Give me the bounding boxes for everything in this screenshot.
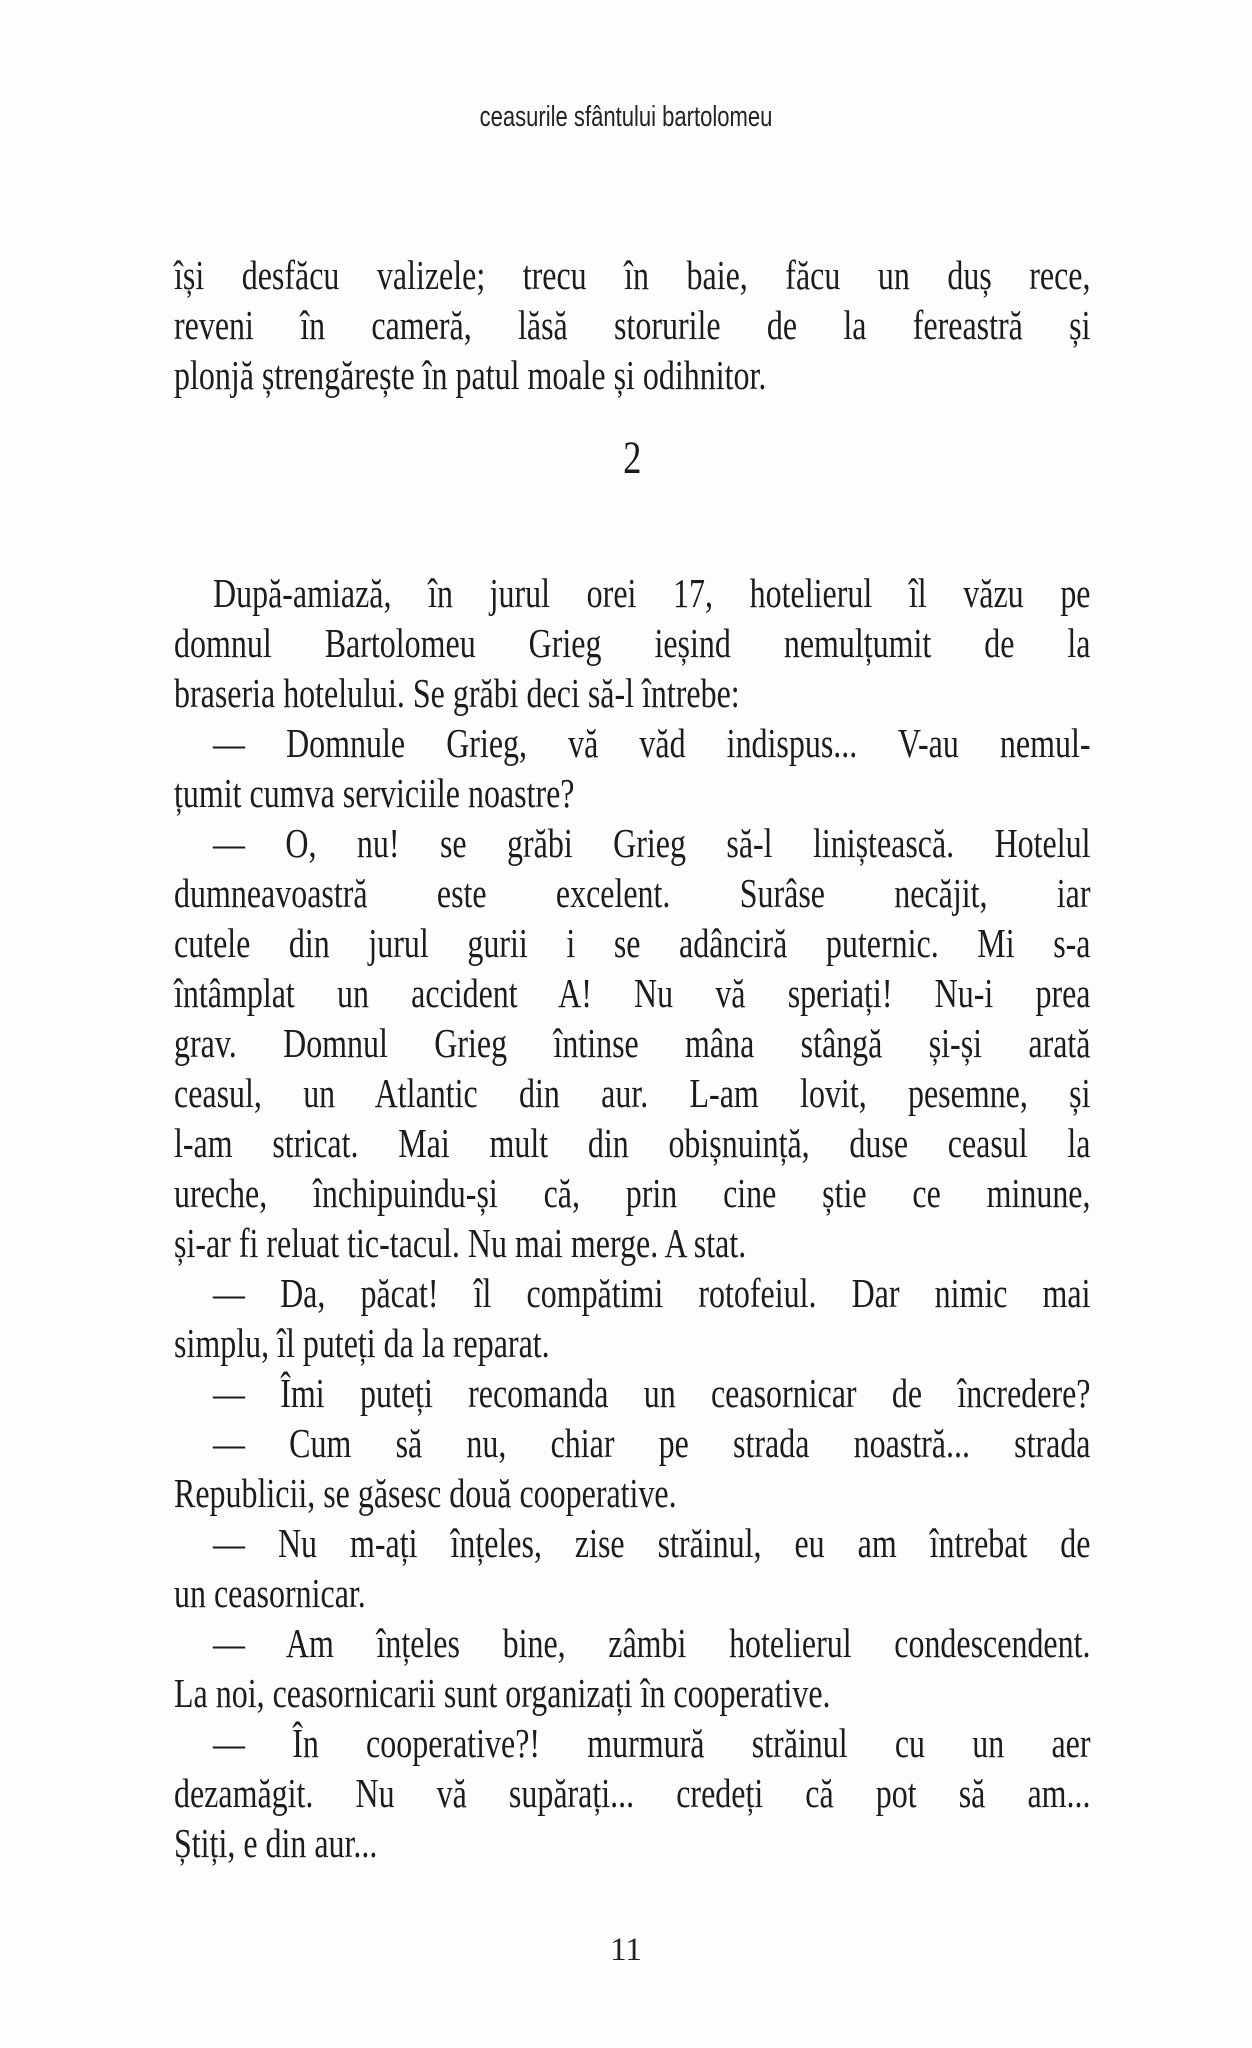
paragraph [174, 1718, 1091, 1868]
text-line: — În cooperative?! murmură străinul cu un aer [213, 1720, 1091, 1766]
text-line: — Am înțeles bine, zâmbi hotelierul condescendent. [213, 1620, 1091, 1666]
text-line: dezamăgit. Nu vă supărați... credeți că pot să am... [174, 1770, 1091, 1816]
text-line: cutele din jurul gurii i se adânciră puternic. Mi s-a [174, 920, 1091, 966]
text-line: dumneavoastră este excelent. Surâse necăjit, iar [174, 870, 1091, 916]
text-line: și-ar fi reluat tic-tacul. Nu mai merge. A stat. [174, 1220, 747, 1266]
text-line: grav. Domnul Grieg întinse mâna stângă și-și arată [174, 1020, 1091, 1066]
text-line: ureche, închipuindu-și că, prin cine știe ce minune, [174, 1170, 1091, 1216]
paragraph [174, 1268, 1091, 1368]
text-line: Republicii, se găsesc două cooperative. [174, 1470, 677, 1516]
text-line: braseria hotelului. Se grăbi deci să-l întrebe: [174, 670, 740, 716]
text-line: La noi, ceasornicarii sunt organizați în cooperative. [174, 1670, 831, 1716]
text-line: — Cum să nu, chiar pe strada noastră... strada [213, 1420, 1091, 1466]
paragraph [174, 818, 1091, 1268]
text-line: ceasul, un Atlantic din aur. L-am lovit, pesemne, și [174, 1070, 1091, 1116]
text-line: domnul Bartolomeu Grieg ieșind nemulțumit de la [174, 620, 1091, 666]
text-line: După-amiază, în jurul orei 17, hotelierul îl văzu pe [213, 570, 1091, 616]
text-line: plonjă ștrengărește în patul moale și odihnitor. [174, 352, 767, 398]
paragraph [174, 718, 1091, 818]
text-line: — Îmi puteți recomanda un ceasornicar de încredere? [213, 1370, 1091, 1416]
text-line: simplu, îl puteți da la reparat. [174, 1320, 550, 1366]
running-head: ceasurile sfântului bartolomeu [479, 101, 773, 133]
text-line: țumit cumva serviciile noastre? [174, 770, 575, 816]
text-line: își desfăcu valizele; trecu în baie, făcu un duș rece, [174, 252, 1091, 298]
text-line: — O, nu! se grăbi Grieg să-l liniștească. Hotelul [213, 820, 1091, 866]
text-line: reveni în cameră, lăsă storurile de la fereastră și [174, 302, 1091, 348]
paragraph [174, 1368, 1091, 1418]
text-line: — Da, păcat! îl compătimi rotofeiul. Dar nimic mai [213, 1270, 1091, 1316]
page-number: 11 [610, 1932, 642, 1968]
text-line: întâmplat un accident A! Nu vă speriați! Nu-i prea [174, 970, 1091, 1016]
paragraph [174, 1618, 1091, 1718]
section-number: 2 [623, 432, 642, 484]
text-line: — Domnule Grieg, vă văd indispus... V-au nemul- [213, 720, 1091, 766]
paragraph [174, 250, 1091, 400]
text-line: un ceasornicar. [174, 1570, 366, 1616]
paragraph [174, 1518, 1091, 1618]
text-line: Știți, e din aur... [174, 1820, 378, 1866]
text-column [174, 250, 1091, 1868]
text-line: l-am stricat. Mai mult din obișnuință, duse ceasul la [174, 1120, 1091, 1166]
paragraph [174, 1418, 1091, 1518]
paragraph [174, 568, 1091, 718]
text-line: — Nu m-ați înțeles, zise străinul, eu am întrebat de [213, 1520, 1091, 1566]
